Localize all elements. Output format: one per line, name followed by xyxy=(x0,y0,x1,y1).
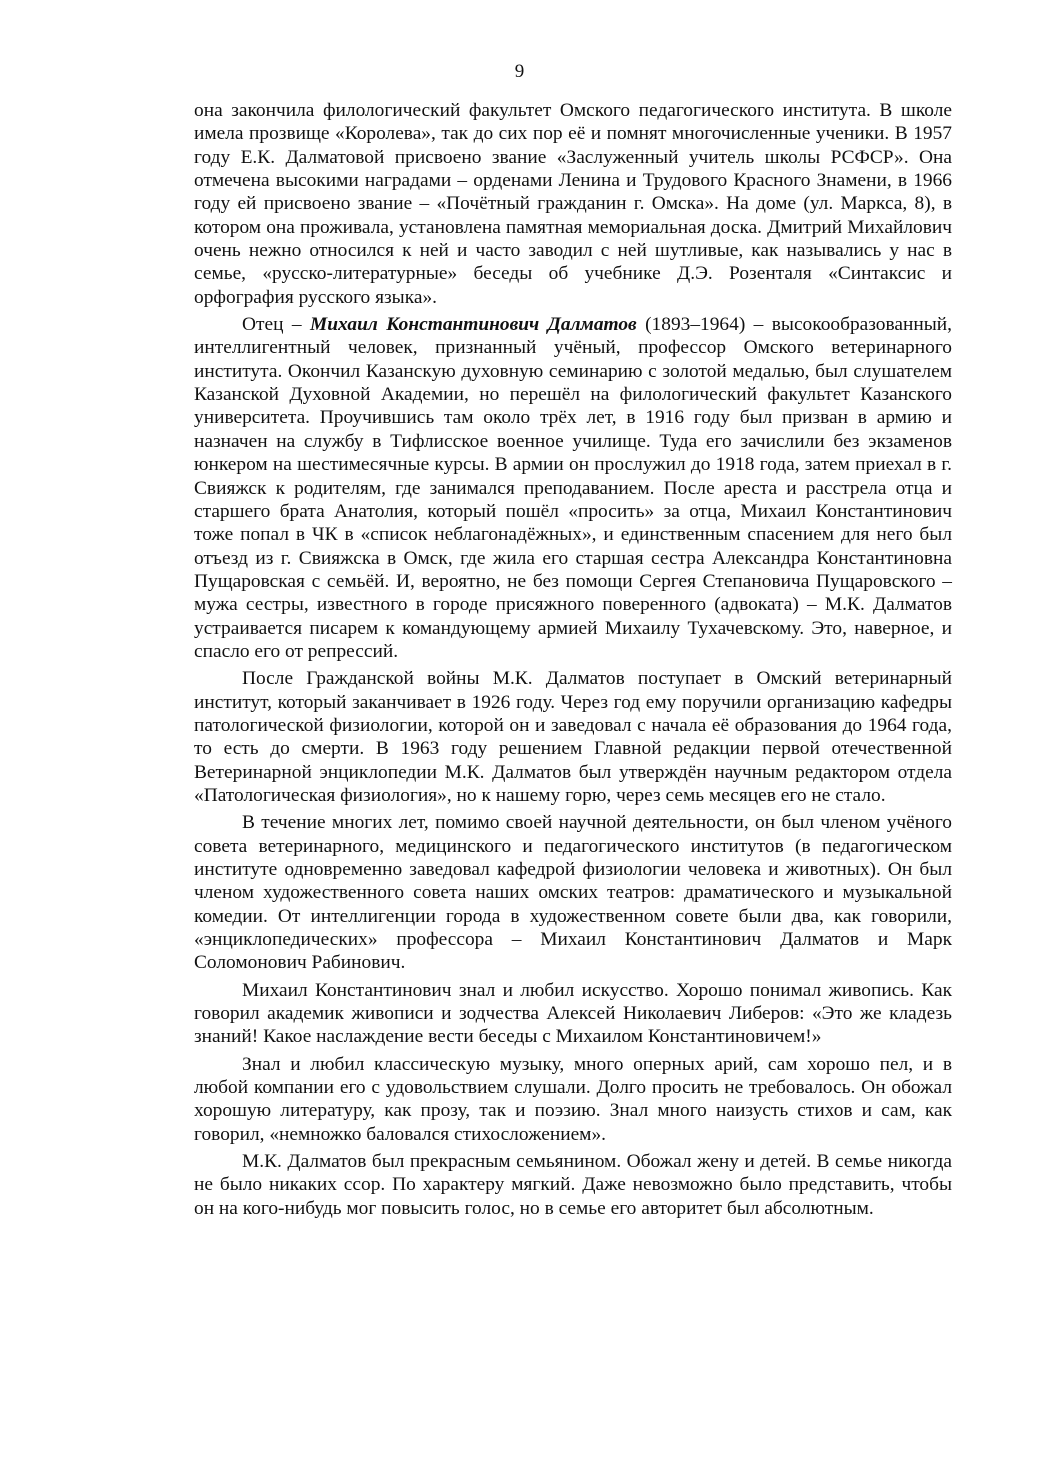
paragraph-academic-council: В течение многих лет, помимо своей научной деятельности, он был членом учёного совета ветеринарного, медицинского и педагогического институтов (в педагогическом институте одновременно заведовал кафедрой физиологии человека и животных). Он был членом художественного совета наших омских театров: драматического и музыкальной комедии. От интеллигенции города в художественном совете были два, как говорили, «энциклопедических» профессора – Михаил Константинович Далматов и Марк Соломонович Рабинович. xyxy=(194,812,952,974)
document-body xyxy=(194,99,952,1220)
paragraph-father-biography xyxy=(194,313,952,663)
paragraph-prefix: Отец – xyxy=(242,314,310,336)
page-number: 9 xyxy=(514,61,525,82)
paragraph-dalmatova-continued: она закончила филологический факультет Омского педагогического института. В школе имела прозвище «Королева», так до сих пор её и помнят многочисленные ученики. В 1957 году Е.К. Далматовой присвоено звание «Заслуженный учитель школы РСФСР». Она отмечена высокими наградами – орденами Ленина и Трудового Красного Знамени, в 1966 году ей присвоено звание – «Почётный гражданин г. Омска». На доме (ул. Маркса, 8), в котором она проживала, установлена памятная мемориальная доска. Дмитрий Михайлович очень нежно относился к ней и часто заводил с ней шутливые, как назывались у нас в семье, «русско-литературные» беседы об учебнике Д.Э. Розенталя «Синтаксис и орфография русского языка». xyxy=(194,100,952,308)
person-name-emphasis: Михаил Константинович Далматов xyxy=(309,314,637,336)
paragraph-veterinary-institute: После Гражданской войны М.К. Далматов поступает в Омский ветеринарный институт, который заканчивает в 1926 году. Через год ему поручили организацию кафедры патологической физиологии, которой он и заведовал с начала её образования до 1964 года, то есть до смерти. В 1963 году решением Главной редакции первой отечественной Ветеринарной энциклопедии М.К. Далматов был утверждён научным редактором отдела «Патологическая физиология», но к нашему горю, через семь месяцев его не стало. xyxy=(194,668,952,806)
paragraph-text: (1893–1964) – высокообразованный, интеллигентный человек, признанный учёный, профессор Омского ветеринарного института. Окончил Казанскую духовную семинарию с золотой медалью, был слушателем Казанской Духовной Академии, но перешёл на филологический факультет Казанского университета. Проучившись там около трёх лет, в 1916 году был призван в армию и назначен на службу в Тифлисское военное училище. Туда его зачислили без экзаменов юнкером на шестимесячные курсы. В армии он прослужил до 1918 года, затем приехал в г. Свияжск к родителям, где занимался преподаванием. После ареста и расстрела отца и старшего брата Анатолия, который пошёл «просить» за отца, Михаил Константинович тоже попал в ЧК в «список неблагонадёжных», и единственным спасением для него был отъезд из г. Свияжска в Омск, где жила его старшая сестра Александра Константиновна Пущаровская с семьёй. И, вероятно, не без помощи Сергея Степановича Пущаровского – мужа сестры, известного в городе присяжного поверенного (адвоката) – М.К. Далматов устраивается писарем к командующему армией Михаилу Тухачевскому. Это, наверное, и спасло его от репрессий. xyxy=(194,314,953,662)
paragraph-art: Михаил Константинович знал и любил искусство. Хорошо понимал живопись. Как говорил академик живописи и зодчества Алексей Николаевич Либеров: «Это же кладезь знаний! Какое наслаждение вести беседы с Михаилом Константиновичем!» xyxy=(194,979,952,1048)
paragraph-family: М.К. Далматов был прекрасным семьянином. Обожал жену и детей. В семье никогда не было никаких ссор. По характеру мягкий. Даже невозможно было представить, чтобы он на кого-нибудь мог повысить голос, но в семье его авторитет был абсолютным. xyxy=(194,1151,952,1219)
paragraph-music-literature: Знал и любил классическую музыку, много оперных арий, сам хорошо пел, и в любой компании его с удовольствием слушали. Долго просить не требовалось. Он обожал хорошую литературу, как прозу, так и поэзию. Знал много наизусть стихов и сам, как говорил, «немножко баловался стихосложением». xyxy=(194,1053,952,1145)
